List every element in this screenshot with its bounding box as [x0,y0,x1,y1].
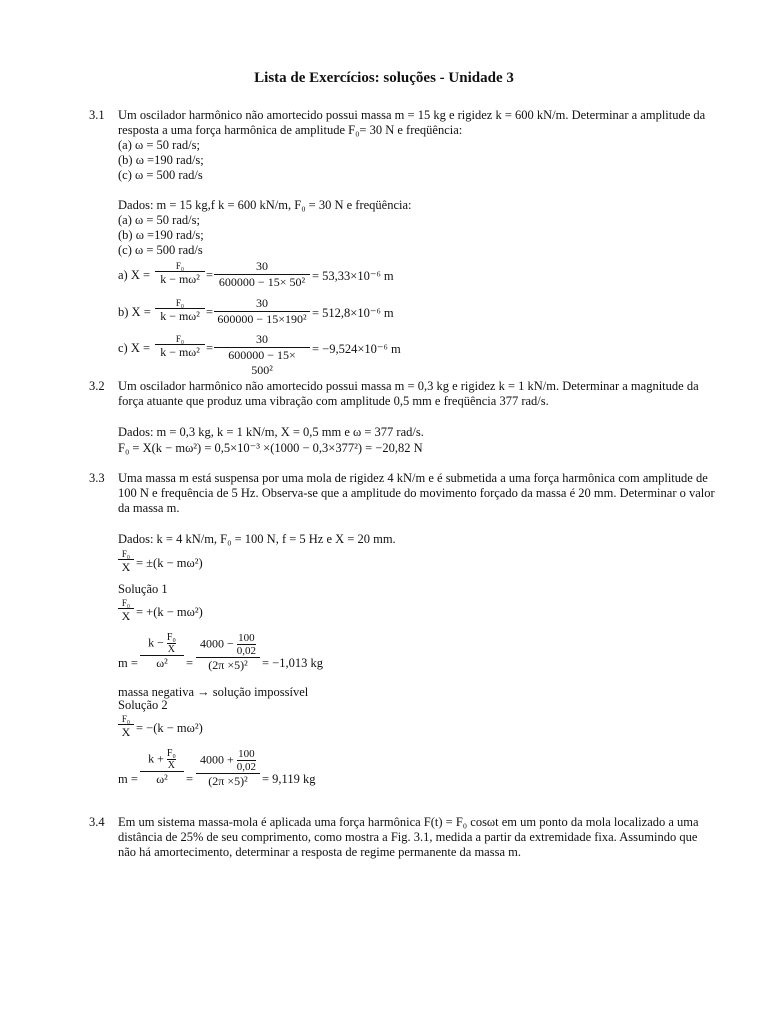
equation-a-fraction-1 [155,261,205,287]
equation-b-numerator: F₀ [175,298,185,308]
x-denominator: X [118,559,134,575]
problem-number-3-1: 3.1 [89,108,105,122]
minus-expression: = −(k − mω²) [136,721,203,735]
x-denominator-2: X [118,608,134,624]
f0-numerator-3: F₀ [121,714,131,724]
problem-3-3-line-2: 100 N e frequência de 5 Hz. Observa-se que a amplitude do movimento forçado da massa é 20 mm. Determinar o valor [118,486,715,500]
negative-mass-note: massa negativa → solução impossível [118,685,309,699]
omega-squared-2: ω² [140,771,184,787]
problem-number-3-3: 3.3 [89,471,105,485]
inner-numeric-fraction-1 [237,632,256,657]
equation-c-fraction-2 [214,332,310,378]
mass-numerator-1 [140,632,184,655]
inner-f0: F₀ [166,632,176,643]
equation-a-denominator-2: 600000 − 15× 50² [214,274,310,290]
mass-fraction-numeric-2 [196,748,260,789]
equation-c-result: = −9,524×10⁻⁶ m [312,342,401,356]
equation-c-numerator-2: 30 [256,332,268,346]
equation-c-denominator: k − mω² [155,344,205,360]
equation-a-result: = 53,33×10⁻⁶ m [312,269,394,283]
mass-equals-2: = [186,772,194,786]
mass-fraction-2 [140,748,184,787]
equation-b-label: b) X = [118,305,151,319]
problem-3-4-line-2: distância de 25% de seu comprimento, como mostra a Fig. 3.1, medida a partir da extremidade fixa. Assumindo que [118,830,698,844]
problem-3-1-dados-b: (b) ω =190 rad/s; [118,228,204,242]
equation-a-equals: = [206,268,214,282]
problem-3-1-line-2: resposta a uma força harmônica de amplitude F₀= 30 N e freqüência: [118,123,463,137]
equation-a-denominator: k − mω² [155,271,205,287]
problem-3-4-line-1: Em um sistema massa-mola é aplicada uma força harmônica F(t) = F₀ cosωt em um ponto da mola localizado a uma [118,815,699,829]
inner-numeric-fraction-2 [237,748,256,773]
problem-3-1-dados-a: (a) ω = 50 rad/s; [118,213,200,227]
problem-3-4-line-3: não há amortecimento, determinar a resposta de regime permanente da massa m. [118,845,521,859]
twopi-squared-2: (2π ×5)² [196,773,260,789]
problem-3-1-item-c: (c) ω = 500 rad/s [118,168,203,182]
f0-numerator-2: F₀ [121,598,131,608]
problem-3-1-item-b: (b) ω =190 rad/s; [118,153,204,167]
equation-b-numerator-2: 30 [256,296,268,310]
equation-b-fraction-1 [155,298,205,324]
mass-label-1: m = [118,656,138,670]
mass-fraction-numeric-1 [196,632,260,673]
equation-c-denominator-2: 600000 − 15× 500² [214,347,310,378]
equation-a-numerator-2: 30 [256,259,268,273]
problem-3-2-line-1: Um oscilador harmônico não amortecido possui massa m = 0,3 kg e rigidez k = 1 kN/m. Determinar a magnitude da [118,379,699,393]
problem-3-1-line-1: Um oscilador harmônico não amortecido possui massa m = 15 kg e rigidez k = 600 kN/m. Determinar a amplitude da [118,108,706,122]
plus-expression: = +(k − mω²) [136,605,203,619]
inner-x-2: X [167,760,175,771]
inner-f0-2: F₀ [166,748,176,759]
problem-3-2-line-2: força atuante que produz uma vibração com amplitude 0,5 mm e freqüência 377 rad/s. [118,394,549,408]
zero02-1: 0,02 [236,645,257,657]
mass-result-1: = −1,013 kg [262,656,323,670]
hundred-1: 100 [238,632,255,644]
solution-2-label: Solução 2 [118,698,168,712]
k-minus: k − [148,635,164,650]
mass-equals-1: = [186,656,194,670]
plus-minus-expression: = ±(k − mω²) [136,556,203,570]
page-title: Lista de Exercícios: soluções - Unidade 3 [254,70,514,86]
x-denominator-3: X [118,724,134,740]
n4000-minus: 4000 − [199,636,234,651]
mass-fraction-1 [140,632,184,671]
f0-numerator: F₀ [121,549,131,559]
k-plus: k + [148,751,164,766]
problem-3-2-equation: F₀ = X(k − mω²) = 0,5×10⁻³ ×(1000 − 0,3×377²) = −20,82 N [118,441,423,455]
problem-3-1-dados-c: (c) ω = 500 rad/s [118,243,203,257]
equation-b-denominator-2: 600000 − 15×190² [214,311,310,327]
problem-3-2-dados: Dados: m = 0,3 kg, k = 1 kN/m, X = 0,5 mm e ω = 377 rad/s. [118,425,424,439]
zero02-2: 0,02 [236,761,257,773]
equation-c-fraction-1 [155,334,205,360]
problem-3-1-dados: Dados: m = 15 kg,f k = 600 kN/m, F₀ = 30 N e freqüência: [118,198,412,212]
inner-x: X [167,644,175,655]
equation-c-numerator: F₀ [175,334,185,344]
numeric-numerator-1 [196,632,260,657]
problem-3-3-line-1: Uma massa m está suspensa por uma mola de rigidez 4 kN/m e é submetida a uma força harmônica com amplitude de [118,471,708,485]
equation-b-denominator: k − mω² [155,308,205,324]
equation-a-label: a) X = [118,268,151,282]
f0-over-x-fraction-3 [118,714,134,740]
problem-number-3-4: 3.4 [89,815,105,829]
equation-b-fraction-2 [214,296,310,327]
problem-number-3-2: 3.2 [89,379,105,393]
equation-a-numerator: F₀ [175,261,185,271]
omega-squared-1: ω² [140,655,184,671]
problem-3-1-item-a: (a) ω = 50 rad/s; [118,138,200,152]
f0-over-x-fraction-1 [118,549,134,575]
equation-a-fraction-2 [214,259,310,290]
mass-numerator-2 [140,748,184,771]
equation-b-equals: = [206,305,214,319]
hundred-2: 100 [238,748,255,760]
equation-c-label: c) X = [118,341,151,355]
problem-3-3-line-3: da massa m. [118,501,180,515]
inner-fraction-1 [167,632,176,655]
equation-b-result: = 512,8×10⁻⁶ m [312,306,394,320]
equation-c-equals: = [206,341,214,355]
inner-fraction-2 [167,748,176,771]
f0-over-x-fraction-2 [118,598,134,624]
mass-result-2: = 9,119 kg [262,772,316,786]
twopi-squared-1: (2π ×5)² [196,657,260,673]
problem-3-3-dados: Dados: k = 4 kN/m, F₀ = 100 N, f = 5 Hz e X = 20 mm. [118,532,396,546]
solution-1-label: Solução 1 [118,582,168,596]
mass-label-2: m = [118,772,138,786]
numeric-numerator-2 [196,748,260,773]
n4000-plus: 4000 + [199,752,234,767]
